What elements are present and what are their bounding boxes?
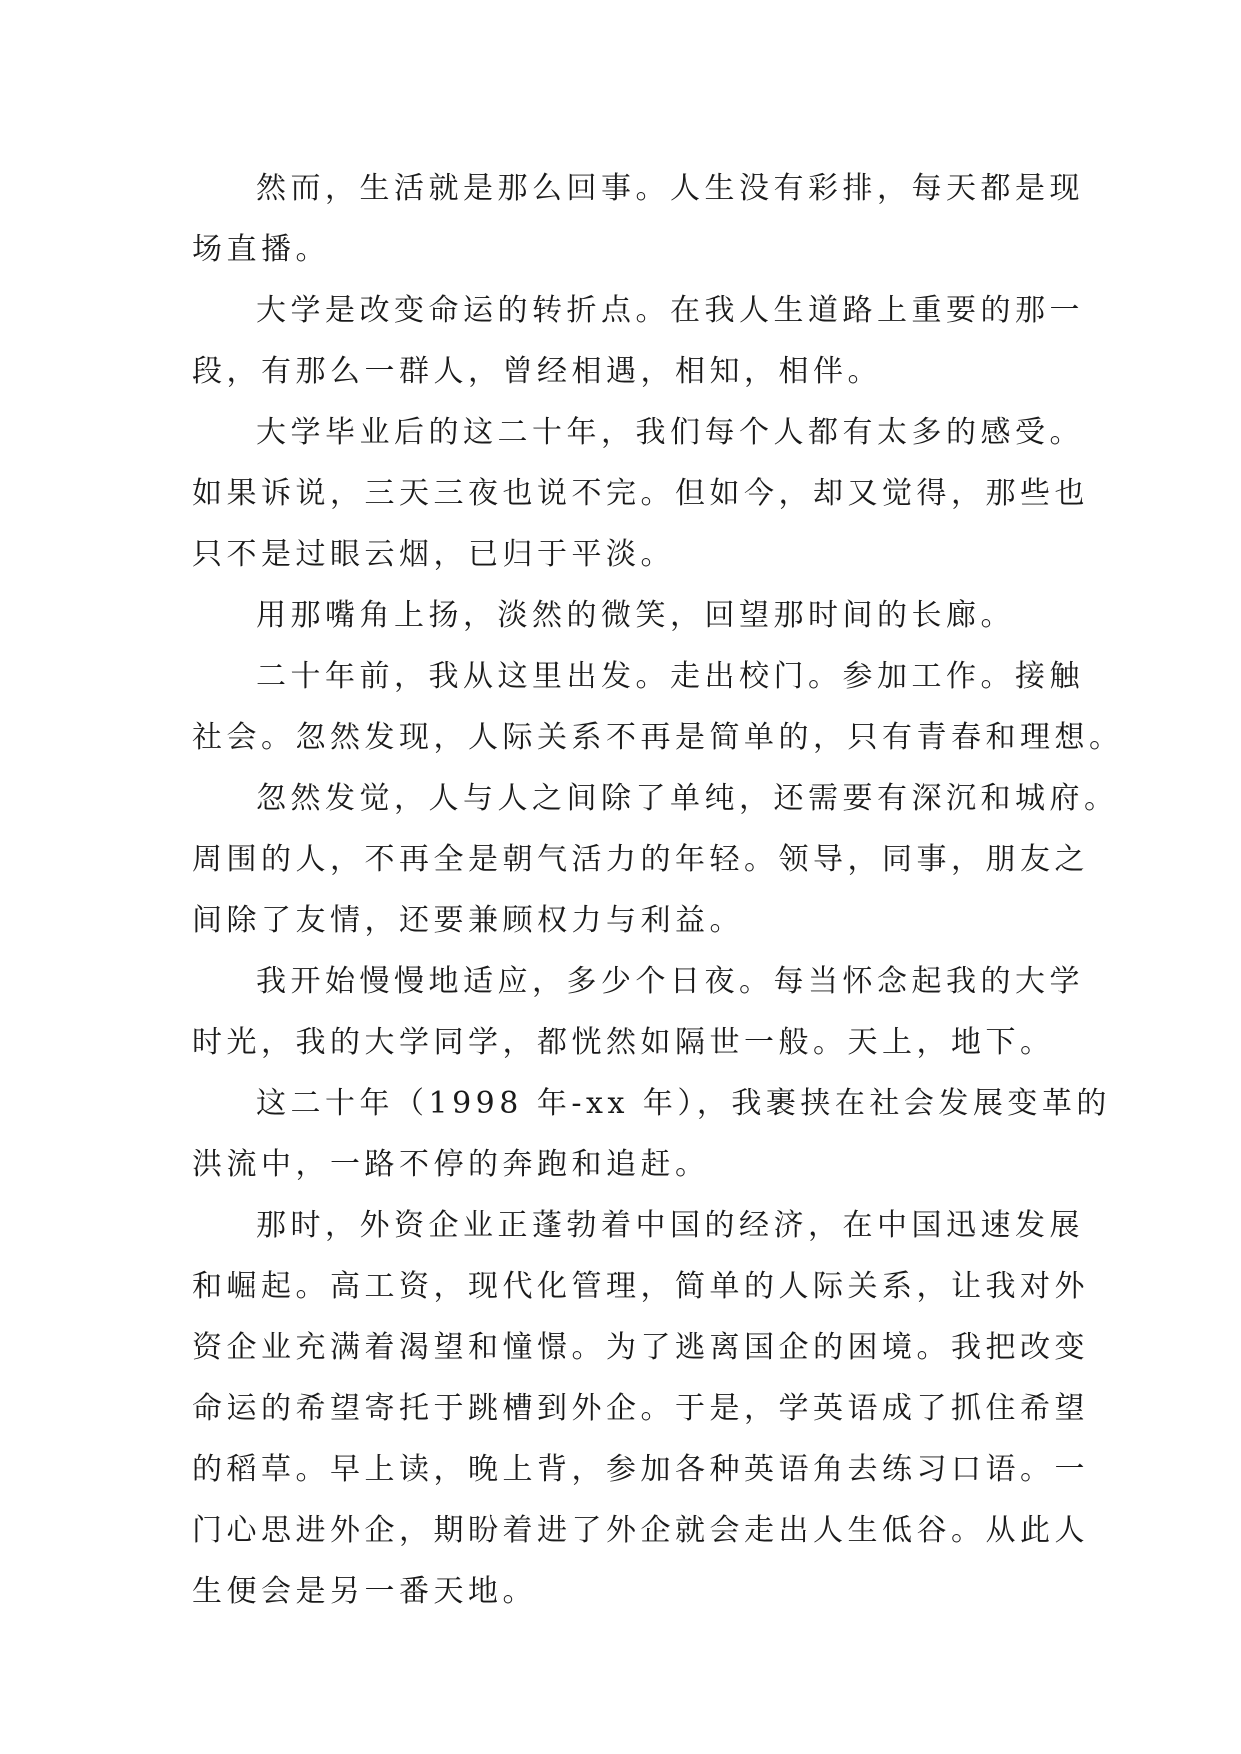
text-line: 我开始慢慢地适应，多少个日夜。每当怀念起我的大学 [256,964,1084,999]
text-line: 场直播。 [192,232,330,267]
paragraph-3 [192,402,1089,585]
paragraph-1 [192,158,1084,280]
text-line: 和崛起。高工资，现代化管理，简单的人际关系，让我对外 [192,1269,1089,1304]
text-line: 段，有那么一群人，曾经相遇，相知，相伴。 [192,354,882,389]
text-line: 大学是改变命运的转折点。在我人生道路上重要的那一 [256,293,1084,328]
paragraph-4 [192,585,1048,646]
text-line: 如果诉说，三天三夜也说不完。但如今，却又觉得，那些也 [192,476,1089,511]
text-line: 洪流中，一路不停的奔跑和追赶。 [192,1147,710,1182]
text-line: 忽然发觉，人与人之间除了单纯，还需要有深沉和城府。 [256,781,1119,816]
paragraph-5 [192,646,1124,768]
text-line: 门心思进外企，期盼着进了外企就会走出人生低谷。从此人 [192,1513,1089,1548]
text-line: 二十年前，我从这里出发。走出校门。参加工作。接触 [256,659,1084,694]
paragraph-8 [192,1073,1111,1195]
text-line: 周围的人，不再全是朝气活力的年轻。领导，同事，朋友之 [192,842,1089,877]
text-line: 这二十年（1998 年-xx 年），我裹挟在社会发展变革的 [256,1086,1111,1121]
text-line: 资企业充满着渴望和憧憬。为了逃离国企的困境。我把改变 [192,1330,1089,1365]
text-line: 社会。忽然发现，人际关系不再是简单的，只有青春和理想。 [192,720,1124,755]
paragraph-6 [192,768,1119,951]
paragraph-9 [192,1195,1089,1622]
paragraph-2 [192,280,1084,402]
text-line: 间除了友情，还要兼顾权力与利益。 [192,903,744,938]
text-line: 的稻草。早上读，晚上背，参加各种英语角去练习口语。一 [192,1452,1089,1487]
text-line: 时光，我的大学同学，都恍然如隔世一般。天上，地下。 [192,1025,1055,1060]
text-line: 然而，生活就是那么回事。人生没有彩排，每天都是现 [256,171,1084,206]
paragraph-7 [192,951,1084,1073]
document-body [192,158,1124,1622]
text-line: 只不是过眼云烟，已归于平淡。 [192,537,675,572]
text-line: 大学毕业后的这二十年，我们每个人都有太多的感受。 [256,415,1084,450]
text-line: 那时，外资企业正蓬勃着中国的经济，在中国迅速发展 [256,1208,1084,1243]
text-line: 用那嘴角上扬，淡然的微笑，回望那时间的长廊。 [256,598,1015,633]
text-line: 生便会是另一番天地。 [192,1574,537,1609]
text-line: 命运的希望寄托于跳槽到外企。于是，学英语成了抓住希望 [192,1391,1089,1426]
